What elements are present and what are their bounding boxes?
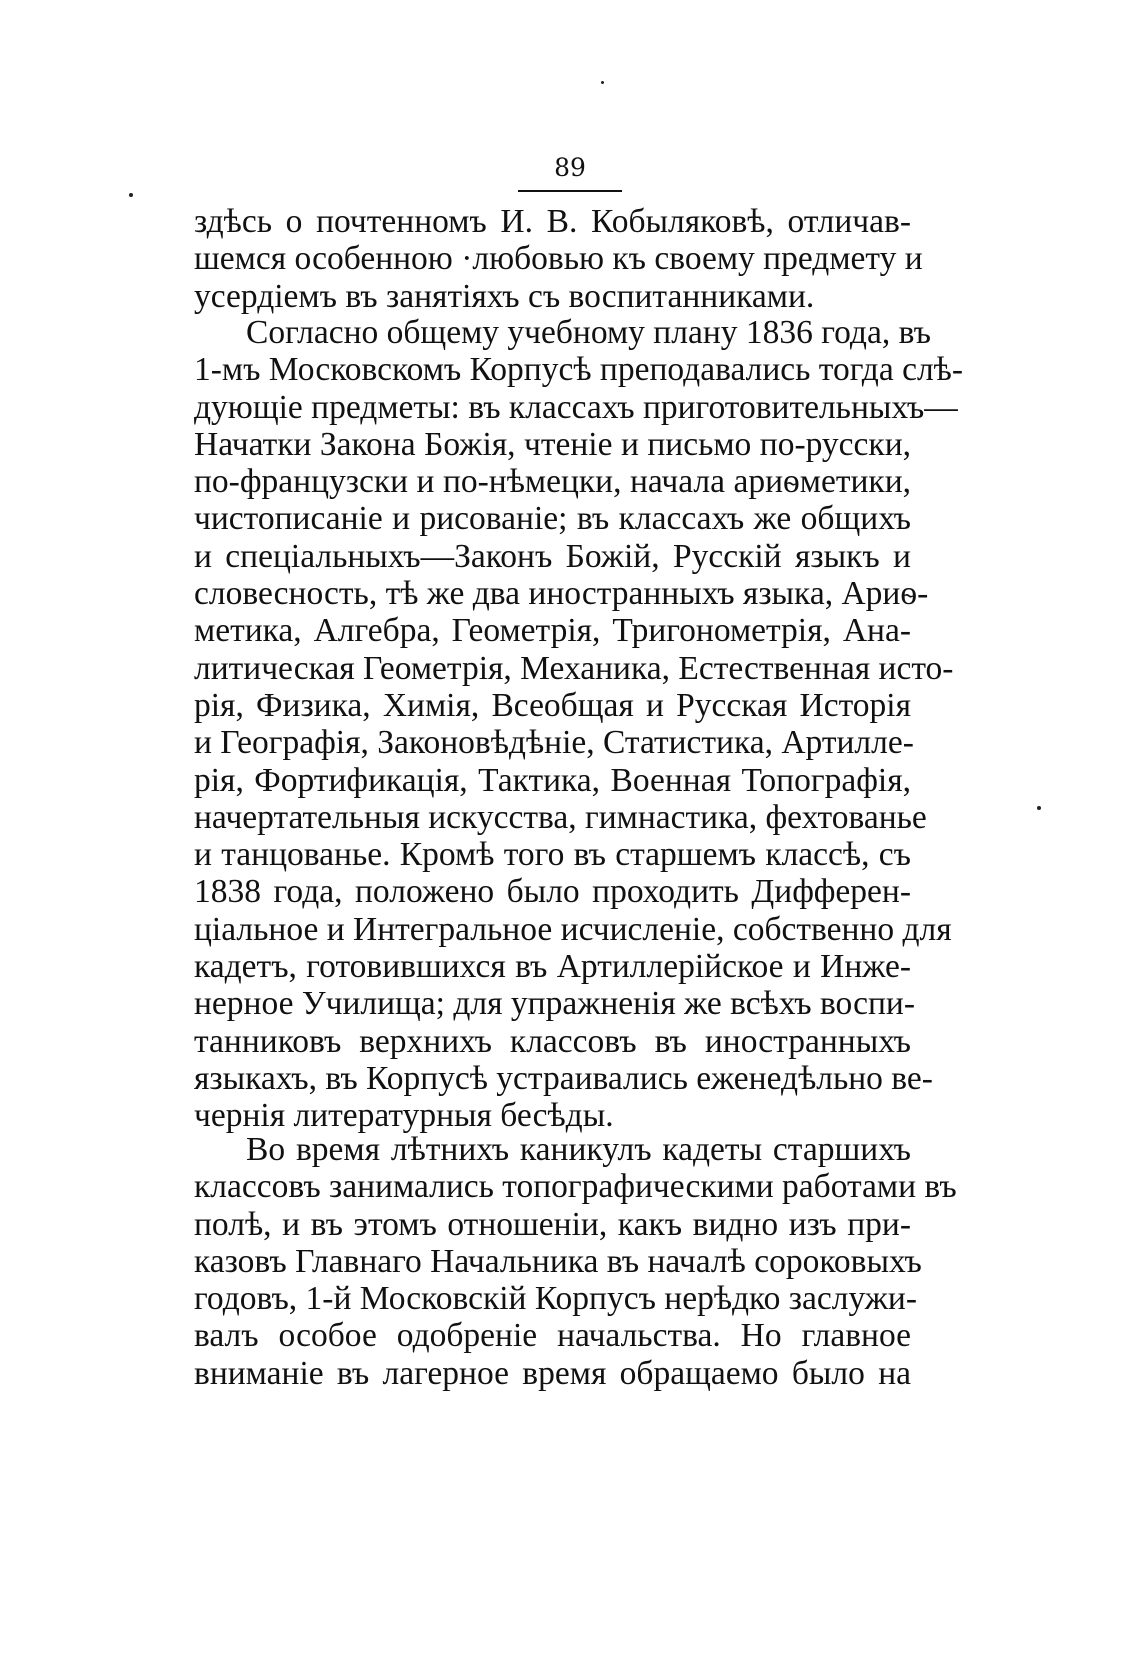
text-line: годовъ, 1-й Московскій Корпусъ нерѣдко заслужи- (194, 1280, 917, 1318)
text-line: начертательныя искусства, гимнастика, фехтованье (194, 798, 927, 836)
text-line: литическая Геометрія, Механика, Естественная исто- (194, 649, 954, 687)
text-line: словесность, тѣ же два иностранныхъ языка, Ариѳ- (194, 575, 929, 613)
text-line: чернія литературныя бесѣды. (194, 1097, 614, 1135)
text-line: Согласно общему учебному плану 1836 года, въ (246, 314, 931, 351)
text-line: по-французски и по-нѣмецки, начала ариѳметики, (194, 463, 911, 501)
paragraph-1 (194, 203, 923, 315)
text-line: чистописаніе и рисованіе; въ классахъ же общихъ (194, 500, 911, 538)
text-line: и танцованье. Кромѣ того въ старшемъ классѣ, съ (194, 836, 911, 874)
text-line: шемся особенною ·любовью къ своему предмету и (194, 240, 923, 278)
scan-speck (1037, 806, 1041, 810)
text-line: здѣсь о почтенномъ И. В. Кобыляковѣ, отличав- (194, 203, 911, 240)
text-line: танниковъ верхнихъ классовъ въ иностранныхъ (194, 1022, 911, 1060)
text-line: казовъ Главнаго Начальника въ началѣ сороковыхъ (194, 1242, 922, 1280)
text-line: ціальное и Интегральное исчисленіе, собственно для (194, 910, 952, 948)
header-rule (518, 190, 622, 192)
text-line: рія, Физика, Химія, Всеобщая и Русская Исторія (194, 686, 911, 724)
text-line: 1-мъ Московскомъ Корпусѣ преподавались тогда слѣ- (194, 351, 964, 389)
text-line: и спеціальныхъ—Законъ Божій, Русскій языкъ и (194, 537, 911, 575)
text-line: рія, Фортификація, Тактика, Военная Топографія, (194, 761, 911, 799)
text-line: нерное Училища; для упражненія же всѣхъ воспи- (194, 985, 916, 1023)
scan-speck (601, 81, 604, 84)
text-line: классовъ занимались топографическими работами въ (194, 1168, 957, 1206)
text-line: 1838 года, положено было проходить Дифферен- (194, 873, 911, 911)
text-line: языкахъ, въ Корпусѣ устраивались еженедѣльно ве- (194, 1059, 933, 1097)
scan-speck (129, 193, 133, 197)
text-line: усердіемъ въ занятіяхъ съ воспитанниками. (194, 277, 815, 315)
paragraph-2 (194, 314, 964, 1135)
text-line: полѣ, и въ этомъ отношеніи, какъ видно изъ при- (194, 1205, 911, 1243)
text-line: вниманіе въ лагерное время обращаемо было на (194, 1354, 911, 1392)
text-line: метика, Алгебра, Геометрія, Тригонометрія, Ана- (194, 612, 911, 650)
text-line: Начатки Закона Божія, чтеніе и письмо по-русски, (194, 425, 911, 463)
text-line: дующіе предметы: въ классахъ приготовительныхъ— (194, 388, 958, 426)
page-number: 89 (554, 153, 586, 182)
paragraph-3 (194, 1131, 957, 1392)
text-line: Во время лѣтнихъ каникулъ кадеты старшихъ (246, 1131, 911, 1168)
text-line: кадетъ, готовившихся въ Артиллерійское и Инже- (194, 948, 911, 986)
text-line: валъ особое одобреніе начальства. Но главное (194, 1317, 911, 1355)
text-line: и Географія, Законовѣдѣніе, Статистика, Артилле- (194, 724, 914, 762)
